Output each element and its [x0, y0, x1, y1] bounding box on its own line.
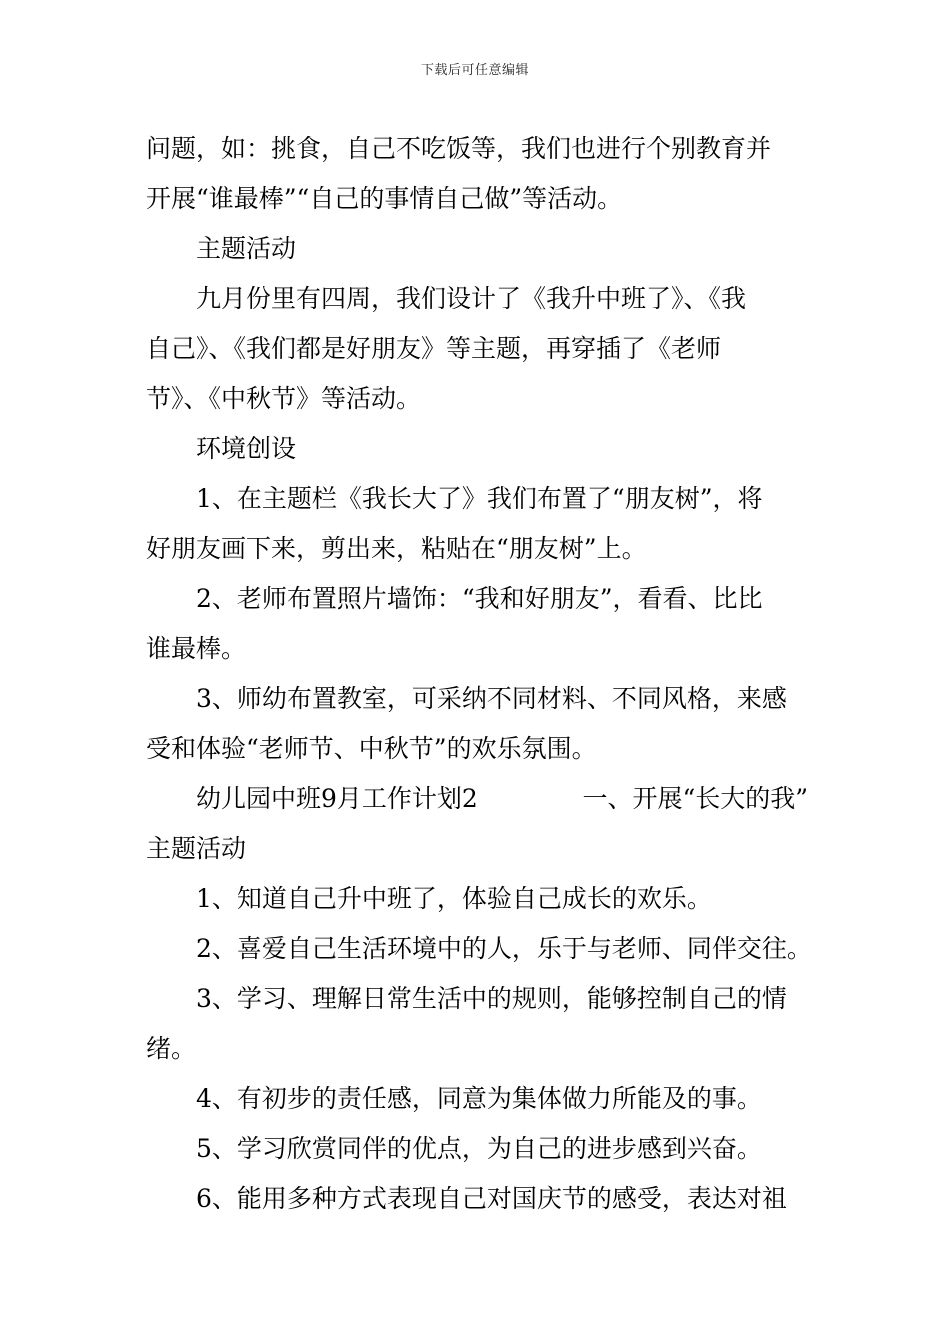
text-line: 绪。 — [146, 1034, 197, 1063]
plan-title: 幼儿园中班9月工作计划2 — [196, 784, 478, 813]
plan-first-item: 一、开展“长大的我” — [582, 784, 808, 813]
text-line: 受和体验“老师节、中秋节”的欢乐氛围。 — [146, 734, 597, 763]
text-line: 主题活动 — [146, 834, 247, 863]
text-line: 开展“谁最棒”“自己的事情自己做”等活动。 — [146, 184, 623, 213]
text-line: 3、师幼布置教室，可采纳不同材料、不同风格，来感 — [196, 684, 787, 713]
text-line: 自己》、《我们都是好朋友》等主题，再穿插了《老师 — [146, 334, 722, 363]
list-item: 5、学习欣赏同伴的优点，为自己的进步感到兴奋。 — [196, 1134, 762, 1163]
text-line: 谁最棒。 — [146, 634, 247, 663]
page-header: 下载后可任意编辑 — [420, 63, 529, 78]
document-body — [146, 124, 812, 1224]
text-line: 1、在主题栏《我长大了》我们布置了“朋友树”，将 — [196, 484, 763, 513]
list-item: 1、知道自己升中班了，体验自己成长的欢乐。 — [196, 884, 712, 913]
text-line: 问题，如：挑食，自己不吃饭等，我们也进行个别教育并 — [146, 134, 772, 163]
section-heading-environment: 环境创设 — [196, 434, 297, 463]
list-item: 2、喜爱自己生活环境中的人，乐于与老师、同伴交往。 — [196, 934, 812, 963]
text-line: 节》、《中秋节》等活动。 — [146, 384, 422, 413]
text-line: 九月份里有四周，我们设计了《我升中班了》、《我 — [196, 284, 747, 313]
text-line: 好朋友画下来，剪出来，粘贴在“朋友树”上。 — [146, 534, 647, 563]
list-item: 4、有初步的责任感，同意为集体做力所能及的事。 — [196, 1084, 762, 1113]
list-item: 6、能用多种方式表现自己对国庆节的感受，表达对祖 — [196, 1184, 787, 1213]
text-line: 2、老师布置照片墙饰：“我和好朋友”，看看、比比 — [196, 584, 763, 613]
plan-title-line — [146, 774, 808, 824]
section-heading-theme-activity: 主题活动 — [196, 234, 297, 263]
list-item: 3、学习、理解日常生活中的规则，能够控制自己的情 — [196, 984, 787, 1013]
